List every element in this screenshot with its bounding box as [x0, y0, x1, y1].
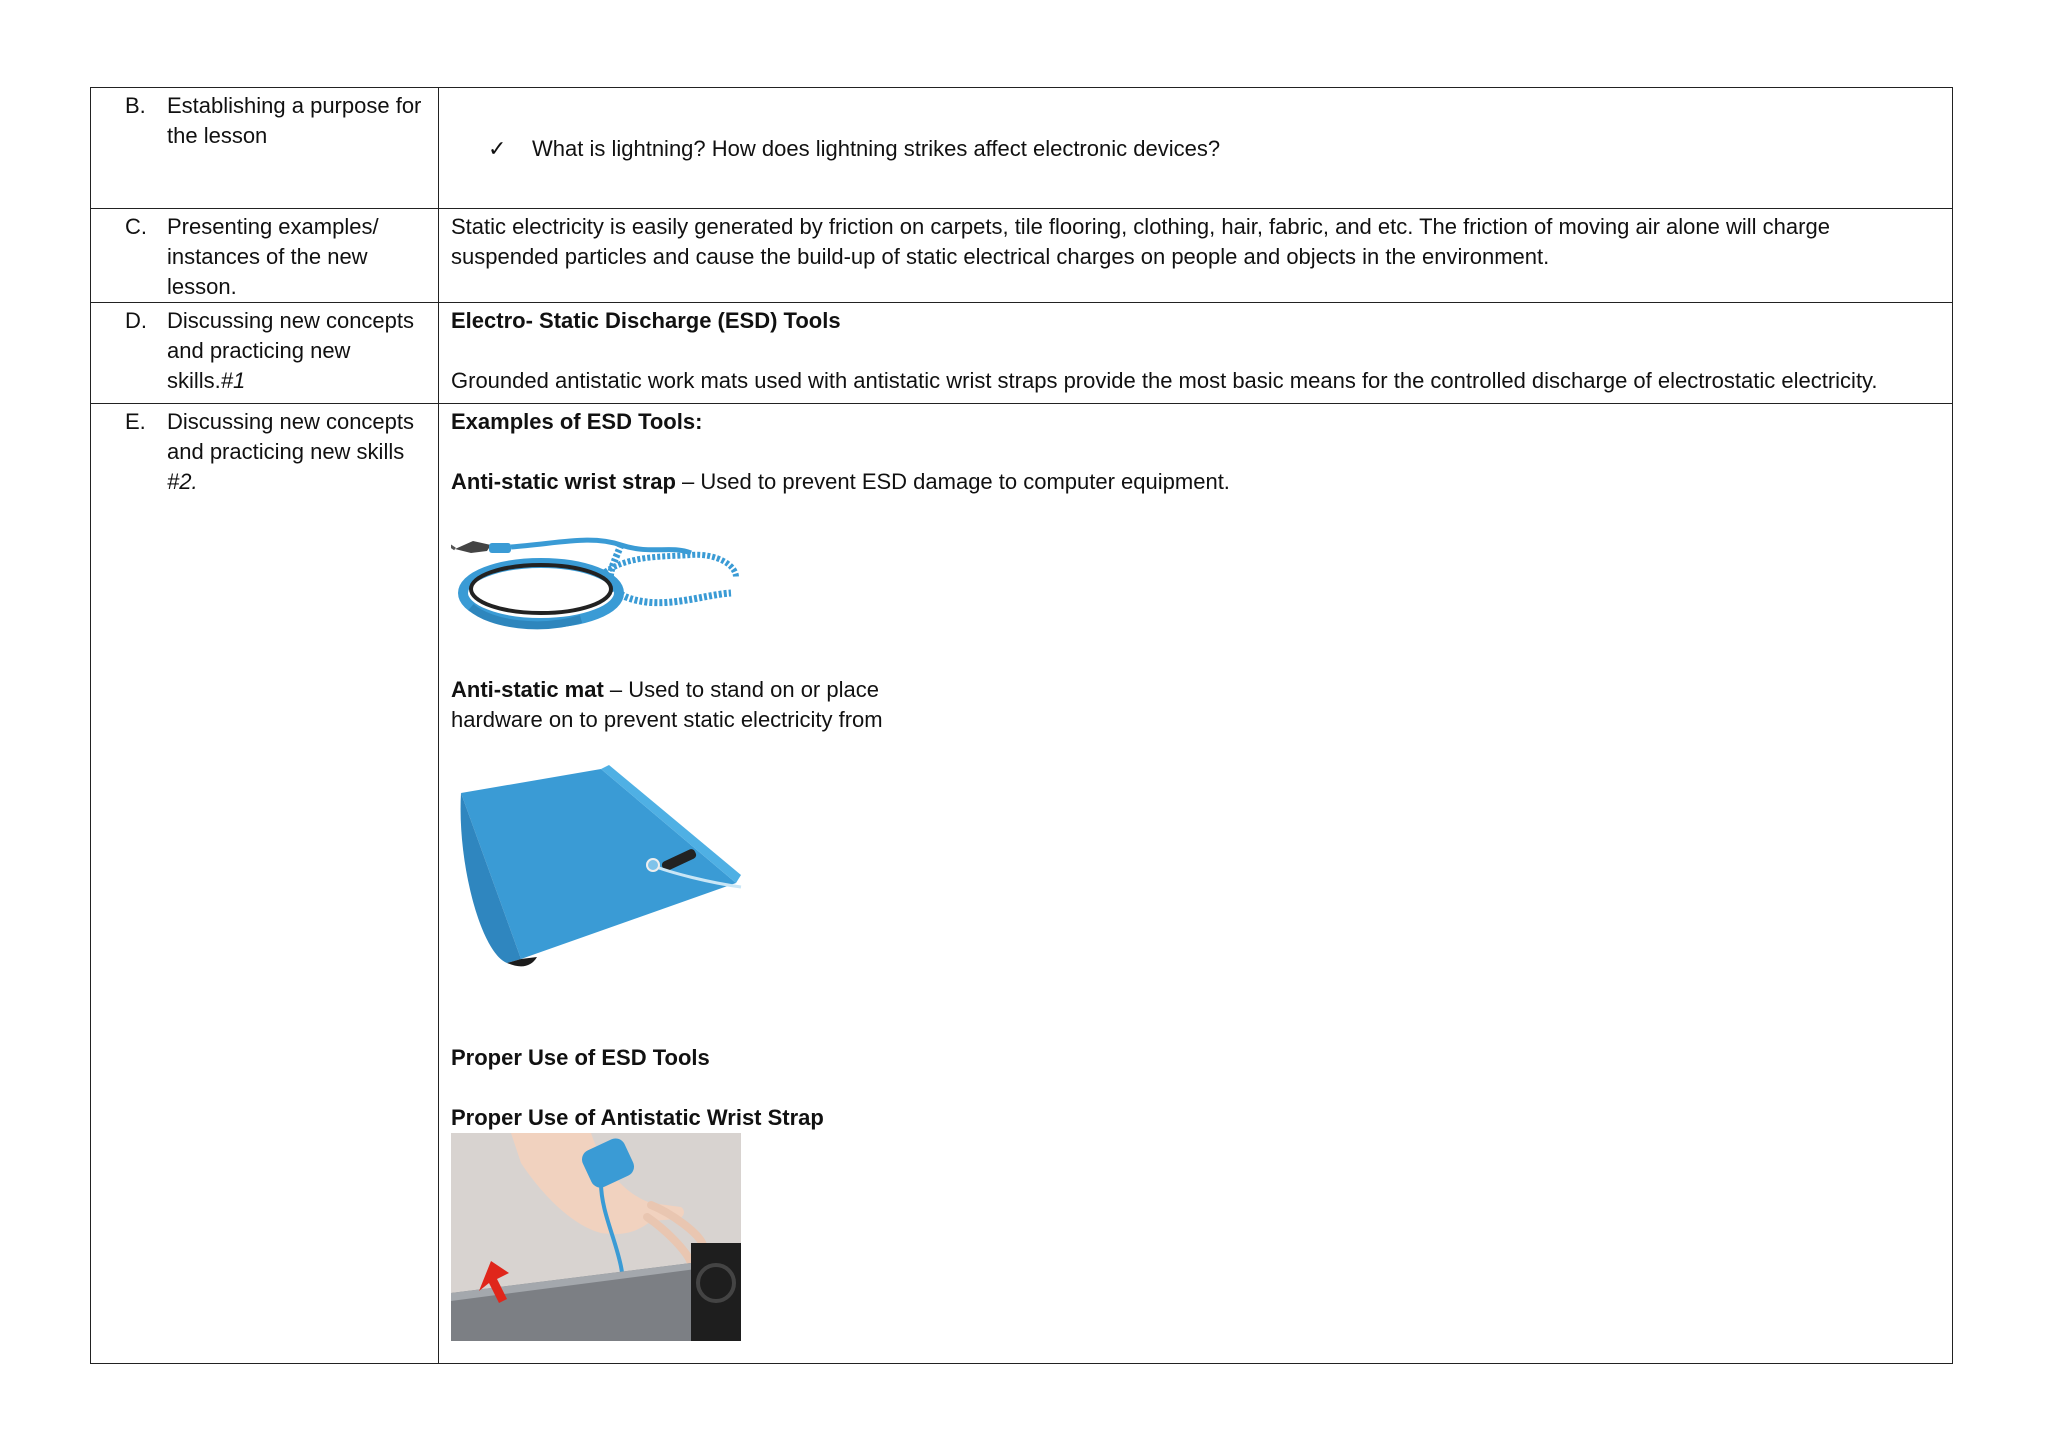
check-mark-icon: ✓	[488, 136, 507, 161]
row-c-letter: C.	[125, 214, 147, 239]
wrist-strap-term: Anti-static wrist strap	[451, 469, 676, 494]
row-e	[91, 404, 1953, 1364]
row-b	[91, 88, 1953, 209]
row-d-letter: D.	[125, 308, 147, 333]
examples-heading: Examples of ESD Tools:	[451, 409, 703, 434]
mat-term: Anti-static mat	[451, 677, 604, 702]
purpose-bullet-text: What is lightning? How does lightning strikes affect electronic devices?	[532, 136, 1221, 161]
row-e-letter: E.	[125, 409, 146, 434]
lesson-plan-table	[90, 87, 1953, 1364]
row-c-label: Presenting examples/ instances of the new lesson.	[167, 214, 379, 299]
row-e-label-text: Discussing new concepts and practicing new skills	[167, 409, 415, 464]
anti-static-mat-description	[451, 675, 1940, 735]
esd-tools-heading: Electro- Static Discharge (ESD) Tools	[451, 308, 841, 333]
row-b-label: Establishing a purpose for the lesson	[167, 93, 422, 148]
row-d-label-cell	[91, 303, 439, 404]
row-e-label	[167, 407, 430, 497]
row-d-label-number: #1	[220, 368, 246, 393]
row-c	[91, 209, 1953, 303]
purpose-bullet	[439, 134, 1952, 164]
row-b-label-cell	[91, 88, 439, 209]
row-e-label-cell	[91, 404, 439, 1364]
anti-static-mat-image	[451, 763, 761, 973]
row-d	[91, 303, 1953, 404]
esd-mats-paragraph: Grounded antistatic work mats used with antistatic wrist straps provide the most basic means for the controlled discharge of electrostatic electricity.	[451, 368, 1878, 393]
row-e-content-cell	[439, 404, 1953, 1364]
row-d-content-cell	[439, 303, 1953, 404]
row-b-letter: B.	[125, 93, 146, 118]
row-b-content-cell	[439, 88, 1953, 209]
row-c-content-cell	[439, 209, 1953, 303]
row-d-label-text: Discussing new concepts and practicing new skills.	[167, 308, 415, 393]
wrist-strap-image	[451, 515, 751, 665]
wrist-strap-desc: – Used to prevent ESD damage to computer equipment.	[675, 469, 1230, 494]
proper-wrist-strap-heading: Proper Use of Antistatic Wrist Strap	[451, 1105, 824, 1130]
wrist-strap-usage-photo	[451, 1133, 741, 1341]
mat-desc-line1: – Used to stand on or place	[603, 677, 879, 702]
static-electricity-paragraph: Static electricity is easily generated by friction on carpets, tile flooring, clothing, hair, fabric, and etc. The friction of moving air alone will charge suspended particles and cause the build-up of static electrical charges on people and objects in the environment.	[451, 214, 1830, 269]
row-d-label	[167, 306, 430, 396]
proper-use-heading: Proper Use of ESD Tools	[451, 1045, 710, 1070]
wrist-strap-description	[451, 467, 1940, 497]
mat-desc-line2: hardware on to prevent static electricity from	[451, 707, 883, 732]
row-e-label-number: #2.	[167, 469, 198, 494]
row-c-label-cell	[91, 209, 439, 303]
